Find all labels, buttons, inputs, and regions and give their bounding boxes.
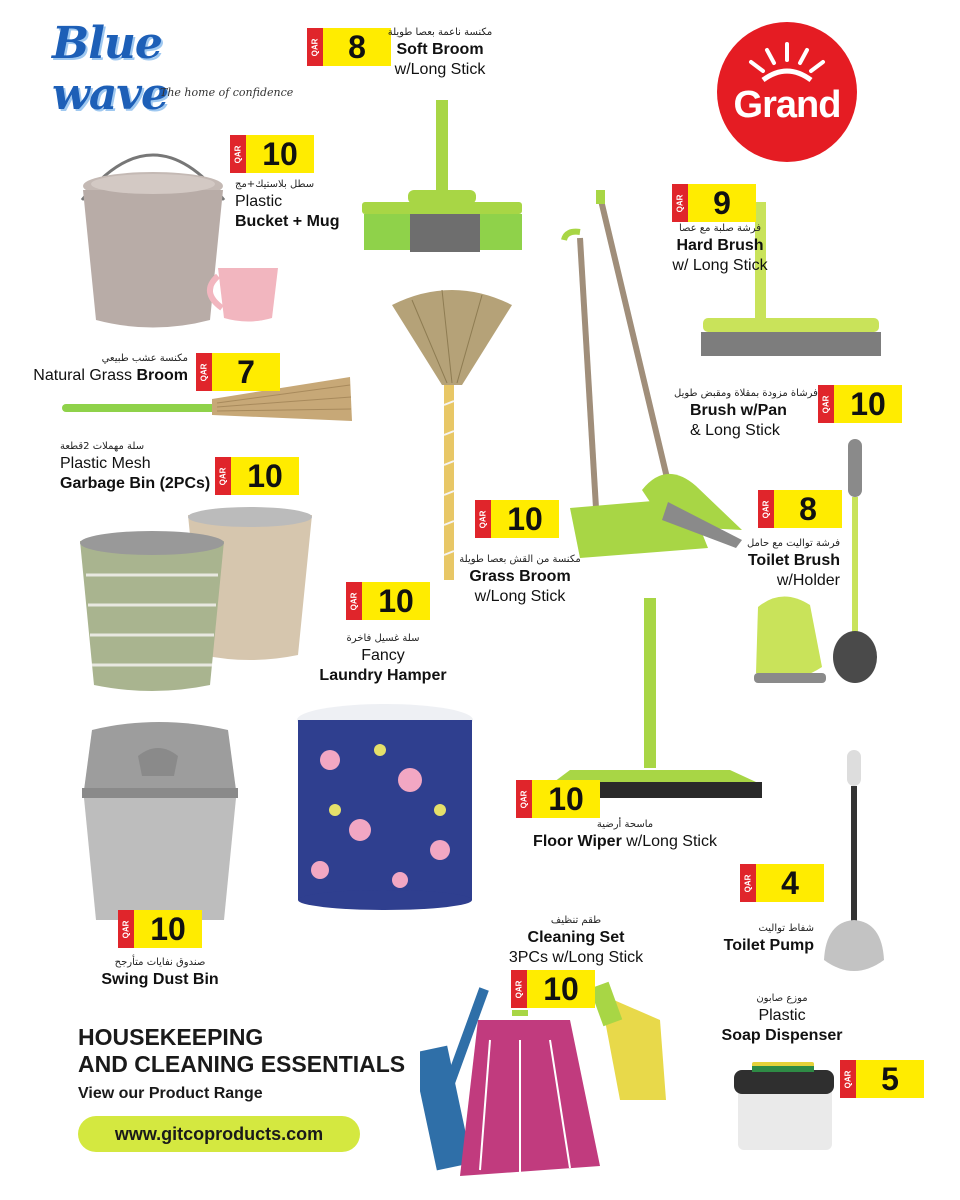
label-cleaning-set xyxy=(496,914,656,968)
label-swing-bin xyxy=(90,956,230,990)
product-detail: w/Holder xyxy=(776,572,840,589)
label-garbage-bin xyxy=(60,440,210,494)
currency-label: QAR xyxy=(349,592,359,610)
price-tag-natural-grass-broom xyxy=(196,353,280,391)
price-value: 10 xyxy=(491,500,559,538)
product-detail: w/Long Stick xyxy=(394,61,486,78)
price-value: 5 xyxy=(856,1060,924,1098)
currency-label: QAR xyxy=(519,790,529,808)
currency-label: QAR xyxy=(233,145,243,163)
price-tag-soft-broom xyxy=(307,28,391,66)
product-name: Garbage Bin (2PCs) xyxy=(60,475,211,492)
product-detail: Plastic xyxy=(758,1007,806,1024)
product-name: Swing Dust Bin xyxy=(101,971,219,988)
currency-label: QAR xyxy=(218,467,228,485)
headline-line-2: AND CLEANING ESSENTIALS xyxy=(78,1051,406,1077)
price-tag-garbage-bin xyxy=(215,457,299,495)
product-name: Broom xyxy=(136,367,188,384)
price-tag-bucket xyxy=(230,135,314,173)
laundry-hamper-image xyxy=(290,700,480,910)
grand-logo xyxy=(717,22,857,162)
currency-label: QAR xyxy=(199,363,209,381)
arabic-name: سطل بلاستيك+مج xyxy=(235,179,315,190)
price-tag-laundry-hamper xyxy=(346,582,430,620)
product-name: Soap Dispenser xyxy=(721,1027,843,1044)
arabic-name: صندوق نفايات متأرجح xyxy=(114,957,206,968)
label-floor-wiper xyxy=(520,818,730,852)
product-name: Hard Brush xyxy=(676,237,764,254)
price-value: 4 xyxy=(756,864,824,902)
arabic-name: سلة غسيل فاخرة xyxy=(346,633,420,644)
arabic-name: فرشاة مزودة بمقلاة ومقبض طويل xyxy=(674,388,818,399)
bluewave-logo-text: Blue wave xyxy=(52,18,168,120)
label-hard-brush xyxy=(655,222,785,276)
product-name: Grass Broom xyxy=(469,568,571,585)
product-detail: Natural Grass xyxy=(33,367,137,384)
price-tag-toilet-brush xyxy=(758,490,842,528)
floor-wiper-image xyxy=(550,598,765,803)
arabic-name: مكنسة من القش بعصا طويلة xyxy=(459,554,581,565)
product-detail: & Long Stick xyxy=(690,422,780,439)
arabic-name: فرشة تواليت مع حامل xyxy=(746,538,840,549)
price-value: 10 xyxy=(532,780,600,818)
product-name: Soft Broom xyxy=(396,41,484,58)
product-name: Laundry Hamper xyxy=(319,667,447,684)
arabic-name: سلة مهملات 2قطعة xyxy=(60,441,145,452)
product-detail: w/Long Stick xyxy=(474,588,566,605)
arabic-name: ماسحة أرضية xyxy=(596,819,654,830)
label-grass-broom xyxy=(455,553,585,607)
currency-label: QAR xyxy=(310,38,320,56)
currency-label: QAR xyxy=(478,510,488,528)
toilet-pump-image xyxy=(820,750,890,980)
price-tag-swing-bin xyxy=(118,910,202,948)
price-tag-cleaning-set xyxy=(511,970,595,1008)
price-value: 10 xyxy=(231,457,299,495)
price-tag-soap-dispenser xyxy=(840,1060,924,1098)
label-natural-grass-broom xyxy=(30,352,188,386)
product-name: Toilet Brush xyxy=(747,552,840,569)
grass-broom-image xyxy=(382,285,522,585)
arabic-name: شفاط تواليت xyxy=(758,923,814,934)
product-name: Bucket + Mug xyxy=(235,213,340,230)
price-value: 8 xyxy=(774,490,842,528)
price-value: 10 xyxy=(834,385,902,423)
website-link[interactable]: www.gitcoproducts.com xyxy=(78,1116,360,1152)
price-value: 9 xyxy=(688,184,756,222)
label-laundry-hamper xyxy=(313,632,453,686)
soap-dispenser-image xyxy=(730,1062,840,1154)
bluewave-tagline: The home of confidence xyxy=(160,86,294,99)
currency-label: QAR xyxy=(843,1070,853,1088)
headline-line-1: HOUSEKEEPING xyxy=(78,1024,264,1050)
arabic-name: مكنسة ناعمة بعصا طويلة xyxy=(387,27,493,38)
arabic-name: موزع صابون xyxy=(756,993,808,1004)
label-soap-dispenser xyxy=(712,992,852,1046)
label-soft-broom xyxy=(380,26,500,80)
label-bucket xyxy=(235,178,339,232)
bluewave-logo xyxy=(52,18,294,120)
product-detail: 3PCs w/Long Stick xyxy=(508,949,644,966)
product-name: Cleaning Set xyxy=(527,929,625,946)
product-name: Floor Wiper xyxy=(533,833,622,850)
swing-dust-bin-image xyxy=(78,720,238,925)
price-value: 10 xyxy=(527,970,595,1008)
price-value: 10 xyxy=(246,135,314,173)
price-tag-floor-wiper xyxy=(516,780,600,818)
product-detail: Fancy xyxy=(361,647,405,664)
price-value: 7 xyxy=(212,353,280,391)
cleaning-set-image xyxy=(420,980,680,1180)
garbage-bin-image xyxy=(76,505,316,695)
soft-broom-image xyxy=(348,100,538,256)
price-tag-hard-brush xyxy=(672,184,756,222)
grand-logo-text: Grand xyxy=(733,84,841,126)
currency-label: QAR xyxy=(675,194,685,212)
currency-label: QAR xyxy=(121,920,131,938)
price-value: 10 xyxy=(362,582,430,620)
currency-label: QAR xyxy=(821,395,831,413)
product-name: Brush w/Pan xyxy=(690,402,787,419)
price-value: 10 xyxy=(134,910,202,948)
currency-label: QAR xyxy=(761,500,771,518)
arabic-name: فرشة صلبة مع عصا xyxy=(678,223,762,234)
currency-label: QAR xyxy=(514,980,524,998)
label-toilet-pump xyxy=(700,922,814,956)
product-detail: Plastic xyxy=(235,193,283,210)
price-tag-brush-pan xyxy=(818,385,902,423)
price-tag-toilet-pump xyxy=(740,864,824,902)
product-detail: w/ Long Stick xyxy=(672,257,768,274)
arabic-name: طقم تنظيف xyxy=(550,915,602,926)
arabic-name: مكنسة عشب طبيعي xyxy=(101,353,188,364)
price-tag-grass-broom xyxy=(475,500,559,538)
product-detail: Plastic Mesh xyxy=(60,455,151,472)
price-value: 8 xyxy=(323,28,391,66)
product-detail: w/Long Stick xyxy=(621,833,717,850)
page-headline xyxy=(78,1024,405,1078)
label-toilet-brush xyxy=(700,537,840,591)
product-name: Toilet Pump xyxy=(723,937,814,954)
product-range-text: View our Product Range xyxy=(78,1085,263,1102)
currency-label: QAR xyxy=(743,874,753,892)
label-brush-pan xyxy=(674,387,818,441)
